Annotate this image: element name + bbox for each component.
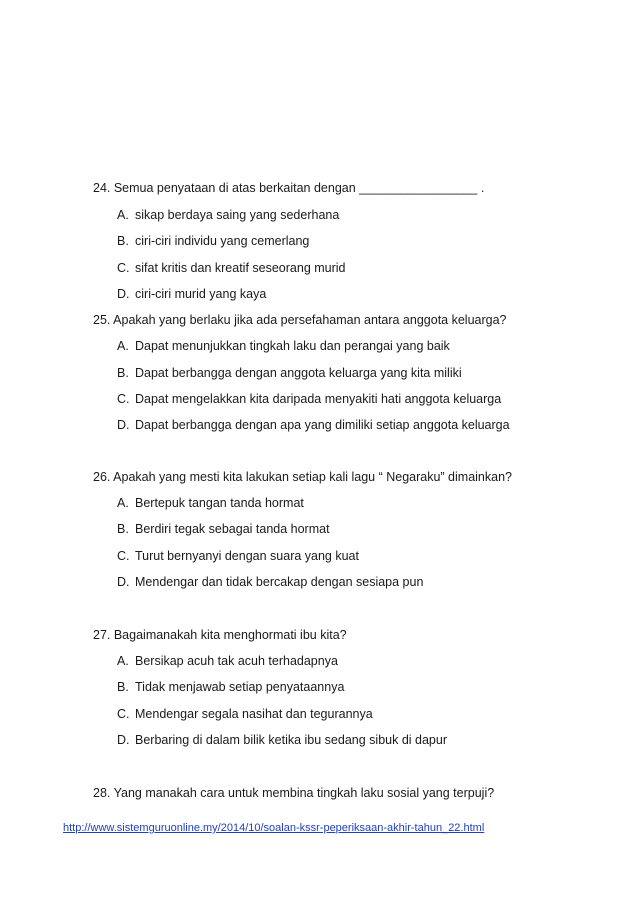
question-25-option-d[interactable]: D. Dapat berbangga dengan apa yang dimiliki setiap anggota keluarga [117,418,510,432]
question-26: 26. Apakah yang mesti kita lakukan setiap kali lagu “ Negaraku” dimainkan? [93,470,512,484]
question-26-option-a[interactable]: A. Bertepuk tangan tanda hormat [117,496,304,510]
question-28: 28. Yang manakah cara untuk membina tingkah laku sosial yang terpuji? [93,786,495,800]
source-url-link[interactable]: http://www.sistemguruonline.my/2014/10/soalan-kssr-peperiksaan-akhir-tahun_22.html [63,822,485,834]
question-24: 24. Semua penyataan di atas berkaitan dengan _________________ . [93,181,485,195]
question-25-option-c[interactable]: C. Dapat mengelakkan kita daripada menyakiti hati anggota keluarga [117,392,502,406]
question-27-option-d[interactable]: D. Berbaring di dalam bilik ketika ibu sedang sibuk di dapur [117,733,447,747]
question-27-option-b[interactable]: B. Tidak menjawab setiap penyataannya [117,680,345,694]
question-25-option-b[interactable]: B. Dapat berbangga dengan anggota keluarga yang kita miliki [117,366,462,380]
question-27-option-c[interactable]: C. Mendengar segala nasihat dan tegurannya [117,707,373,721]
question-24-option-c[interactable]: C. sifat kritis dan kreatif seseorang murid [117,261,346,275]
question-26-option-b[interactable]: B. Berdiri tegak sebagai tanda hormat [117,522,330,536]
question-24-option-b[interactable]: B. ciri-ciri individu yang cemerlang [117,234,310,248]
question-27-option-a[interactable]: A. Bersikap acuh tak acuh terhadapnya [117,654,338,668]
question-26-option-c[interactable]: C. Turut bernyanyi dengan suara yang kuat [117,549,359,563]
question-24-option-a[interactable]: A. sikap berdaya saing yang sederhana [117,208,340,222]
question-25-option-a[interactable]: A. Dapat menunjukkan tingkah laku dan perangai yang baik [117,339,450,353]
question-26-option-d[interactable]: D. Mendengar dan tidak bercakap dengan sesiapa pun [117,575,424,589]
question-24-option-d[interactable]: D. ciri-ciri murid yang kaya [117,287,267,301]
question-25: 25. Apakah yang berlaku jika ada persefahaman antara anggota keluarga? [93,313,507,327]
question-27: 27. Bagaimanakah kita menghormati ibu kita? [93,628,347,642]
